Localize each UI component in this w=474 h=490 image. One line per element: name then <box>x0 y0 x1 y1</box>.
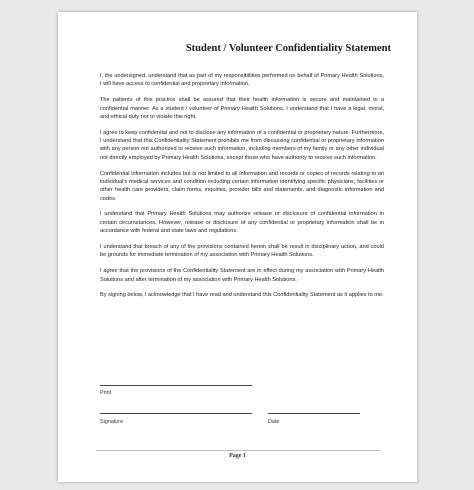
paragraph-confidential-info: Confidential information includes but is not limited to all information and records or copies of records relating to an individual's medical services and condition including certain information identifying specific physicians, facilities or other health care providers, claim forms, inquiries, provider bills and statements, and diagnostic information and codes. <box>100 170 384 202</box>
page-number: Page 1 <box>229 453 246 459</box>
document-page <box>58 12 417 482</box>
signature-label: Signature <box>100 419 124 425</box>
paragraph-breach: I understand that breach of any of the provisions contained herein shall be result in disciplinary action, and could be grounds for immediate termination of my association with Primary Health Solutions. <box>100 243 384 259</box>
paragraph-agreement: I agree to keep confidential and not to disclose any information of a confidential or proprietary nature. Furthermore, I understand that this Confidentiality Statement prohibits me from discussing confidential or proprietary information with any person not authorized to receive such information, including members of my family or any other individual not directly employed by Primary Health Solutions, except those who have authority to receive such information. <box>100 129 384 161</box>
footer-divider <box>96 450 380 451</box>
signature-line[interactable] <box>100 413 252 414</box>
paragraph-patients: The patients of this practice shall be assured that their health information is secure and maintained in a confidential manner. As a student / volunteer of Primary Health Solutions, I understand that I have a legal, moral, and ethical duty not to violate this right. <box>100 97 384 120</box>
date-line[interactable] <box>268 413 360 414</box>
print-label: Print <box>100 390 112 396</box>
paragraph-acknowledge: By signing below, I acknowledge that I have read and understand this Confidentiality Statement as it applies to me. <box>100 292 384 299</box>
print-line[interactable] <box>100 385 252 386</box>
document-body <box>100 72 384 307</box>
date-label: Date <box>268 419 280 425</box>
document-title: Student / Volunteer Confidentiality Statement <box>185 43 391 54</box>
paragraph-intro: I, the undersigned, understand that as part of my responsibilities performed on behalf of Primary Health Solutions, I will have access to confidential and proprietary information. <box>100 73 384 88</box>
paragraph-provisions: I agree that the provisions of the Confidentiality Statement are in effect during my association with Primary Health Solutions and after termination of my association with Primary Health Solutions. <box>100 268 384 283</box>
paragraph-release: I understand that Primary Health Solutions may authorize release or disclosure of confidential information in certain circumstances. However, release or disclosure of any confidential or proprietary information shall be in accordance with federal and state laws and regulations. <box>100 211 384 235</box>
